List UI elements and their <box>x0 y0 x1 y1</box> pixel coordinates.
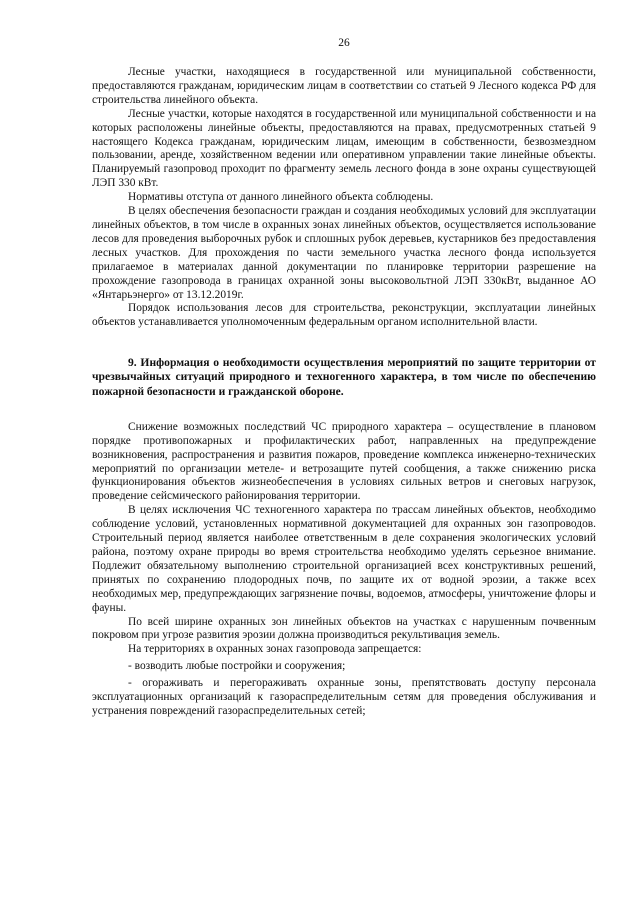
paragraph-forest-use-procedure: Порядок использования лесов для строительства, реконструкции, эксплуатации линейных объектов устанавливается уполномоченным федеральным органом исполнительной власти. <box>92 302 596 329</box>
paragraph-safety-logging: В целях обеспечения безопасности граждан и создания необходимых условий для эксплуатации линейных объектов, в том числе в охранных зонах линейных объектов, осуществляется использование лесов для проведения выборочных рубок и сплошных рубок деревьев, кустарников без предоставления лесных участков. Для прохождения по части земельного участка лесного фонда используется прилагаемое в материалах данной документации по планировке территории разрешение на прохождение газопровода в границах охранной зоны высоковольтной ЛЭП 330кВт, выданное АО «Янтарьэнерго» от 13.12.2019г. <box>92 205 596 301</box>
paragraph-forest-plots-provision: Лесные участки, находящиеся в государственной или муниципальной собственности, предоставляются гражданам, юридическим лицам в соответствии со статьей 9 Лесного кодекса РФ для строительства линейного объекта. <box>92 66 596 106</box>
paragraph-prohibitions-intro: На территориях в охранных зонах газопровода запрещается: <box>128 643 422 656</box>
document-page <box>92 36 596 719</box>
paragraph-setback-norms: Нормативы отступа от данного линейного объекта соблюдены. <box>128 191 434 204</box>
list-item-no-construction: - возводить любые постройки и сооружения; <box>128 660 346 673</box>
paragraph-natural-emergency-mitigation: Снижение возможных последствий ЧС природного характера – осуществление в плановом порядке противопожарных и профилактических работ, направленных на предупреждение возникновения, распространения и развития пожаров, проведение комплекса инженерно-технических мероприятий по организации метеле- и ветрозащите путей сообщения, а также снижению риска функционирования объектов жизнеобеспечения в условиях сильных ветров и снеговых нагрузок, проведение сейсмического районирования территории. <box>92 420 596 503</box>
section-heading-emergency-protection: 9. Информация о необходимости осуществления мероприятий по защите территории от чрезвычайных ситуаций природного и техногенного характера, в том числе по обеспечению пожарной безопасности и гражданской обороне. <box>92 356 596 398</box>
paragraph-technogenic-emergency-prevention: В целях исключения ЧС техногенного характера по трассам линейных объектов, необходимо соблюдение условий, установленных нормативной документацией для охранных зон газопроводов. Строительный период является наиболее ответственным в деле сохранения экологических условий района, поэтому охране природы во время строительства необходимо уделять серьезное внимание. Подлежит обязательному выполнению строительной организацией всех конструктивных решений, принятых по сохранению плодородных почв, по защите их от водной эрозии, а также всех необходимых мер, предупреждающих загрязнение почвы, водоемов, атмосферы, уничтожение флоры и фауны. <box>92 504 596 614</box>
page-number: 26 <box>338 37 350 49</box>
list-item-no-fencing: - огораживать и перегораживать охранные зоны, препятствовать доступу персонала эксплуатационных организаций к газораспределительным сетям для проведения обслуживания и устранения повреждений газораспределительных сетей; <box>92 677 596 717</box>
paragraph-forest-plots-rights: Лесные участки, которые находятся в государственной или муниципальной собственности и на которых расположены линейные объекты, предоставляются на правах, предусмотренных статьей 9 настоящего Кодекса гражданам, юридическим лицам, имеющим в собственности, безвозмездном пользовании, аренде, хозяйственном ведении или оперативном управлении такие линейные объекты. Планируемый газопровод проходит по фрагменту земель лесного фонда в зоне охраны существующей ЛЭП 330 кВт. <box>92 107 596 190</box>
paragraph-land-recultivation: По всей ширине охранных зон линейных объектов на участках с нарушенным почвенным покровом при угрозе развития эрозии должна производиться рекультивация земель. <box>92 615 596 642</box>
